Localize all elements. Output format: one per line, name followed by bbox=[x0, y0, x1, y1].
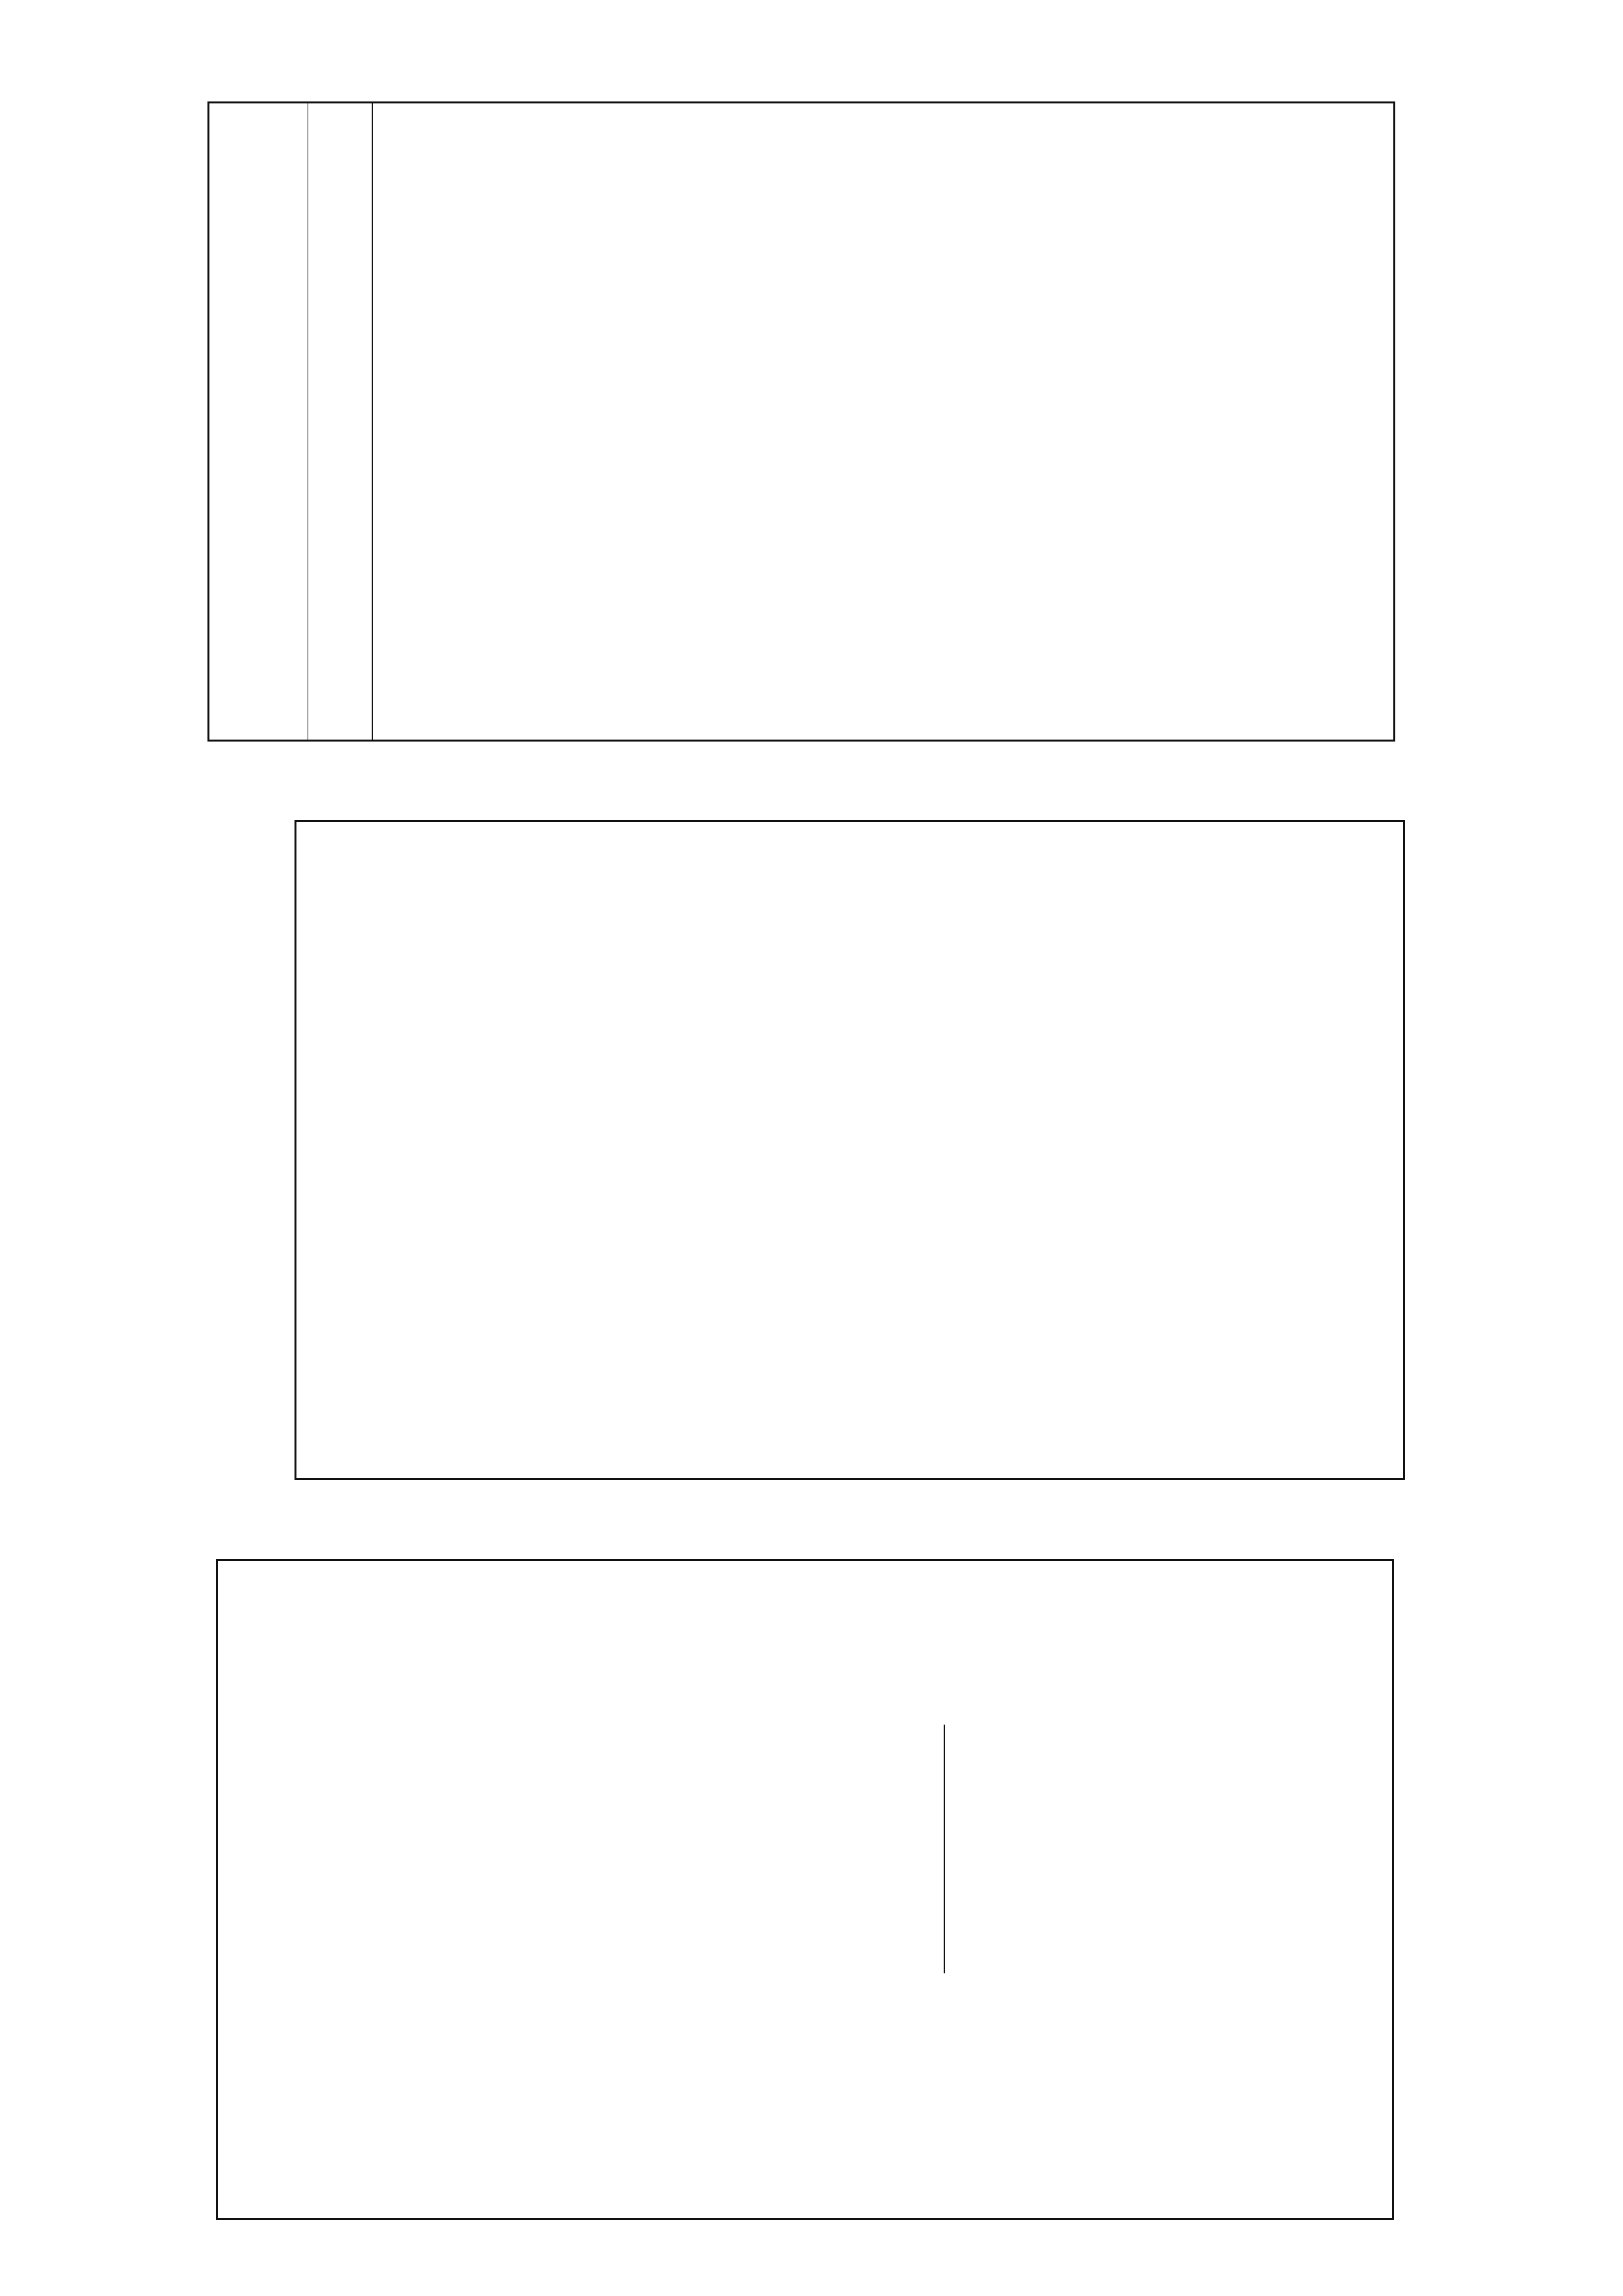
temperature-column bbox=[308, 103, 373, 740]
temperature-grid bbox=[207, 101, 1395, 742]
year-line bbox=[944, 1725, 945, 1973]
cover-card bbox=[216, 1559, 1394, 2220]
sample-chart bbox=[342, 822, 997, 1477]
day-columns bbox=[372, 103, 1393, 740]
info-card bbox=[294, 820, 1405, 1480]
label-column bbox=[209, 103, 308, 740]
sample-chart-svg bbox=[349, 822, 997, 1477]
bleeding-instructions bbox=[1312, 888, 1324, 1424]
